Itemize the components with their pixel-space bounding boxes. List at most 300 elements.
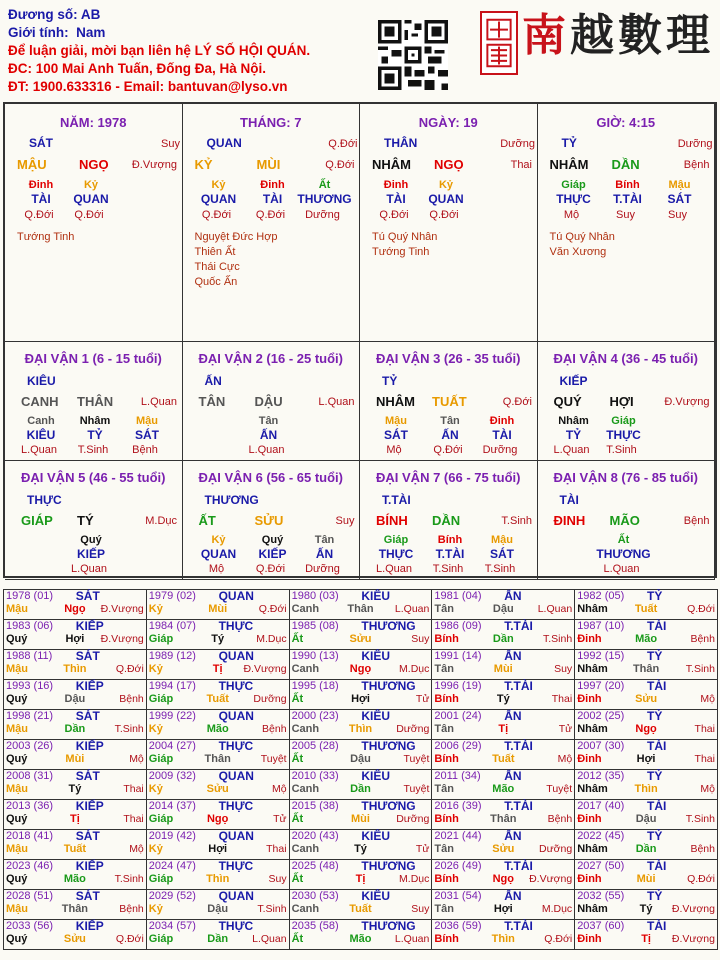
- year-label: 1978 (01): [6, 590, 54, 602]
- year-star: QUAN: [218, 889, 254, 903]
- pillar-branch-state: Q.Đới: [325, 159, 355, 171]
- luck-branch: MÃO: [609, 513, 640, 528]
- hidden-state: Q.Đới: [429, 209, 459, 221]
- year-stem: Nhâm: [577, 603, 608, 615]
- year-stem: Mậu: [6, 783, 28, 795]
- year-stem: Giáp: [148, 753, 174, 765]
- year-star: TỶ: [646, 829, 663, 843]
- year-star: TÀI: [646, 619, 667, 633]
- year-cell: [432, 890, 575, 920]
- year-star: ẤN: [504, 889, 522, 903]
- year-branch: Tý: [211, 633, 225, 645]
- year-stem: Canh: [291, 603, 320, 615]
- year-star: QUAN: [218, 829, 254, 843]
- year-stem: Bính: [434, 693, 459, 705]
- luck-hidden-state: T.Sinh: [484, 563, 516, 575]
- year-state: Q.Đới: [687, 603, 715, 615]
- phone-email-line: ĐT: 1900.633316 - Email: bantuvan@lyso.vn: [8, 79, 288, 94]
- luck-hidden-stem: Ất: [617, 534, 630, 546]
- luck-stem: NHÂM: [376, 394, 415, 409]
- year-star: THƯƠNG: [361, 799, 416, 813]
- year-stem: Kỷ: [148, 783, 163, 795]
- shen-sat: Văn Xương: [549, 246, 607, 258]
- year-branch: Thân: [61, 903, 89, 915]
- year-state: Q.Đới: [687, 873, 715, 885]
- luck-hidden-state: L.Quan: [375, 563, 413, 575]
- pillar-title: NGÀY: 19: [418, 115, 478, 130]
- year-stem: Bính: [434, 813, 459, 825]
- year-state: T.Sinh: [114, 723, 144, 735]
- year-cell: [4, 860, 147, 890]
- year-star: KIÊU: [361, 769, 391, 783]
- luck-hidden-star: KIẾP: [258, 547, 287, 561]
- luck-branch-state: L.Quan: [140, 396, 177, 408]
- year-row: [4, 620, 718, 650]
- pillar-branch: NGỌ: [434, 157, 464, 172]
- luck-hidden-stem: Mậu: [385, 415, 407, 427]
- hidden-state: Suy: [616, 209, 635, 221]
- hidden-star: QUAN: [73, 192, 109, 206]
- year-branch: Dậu: [492, 603, 514, 615]
- year-label: 2003 (26): [6, 740, 54, 752]
- pillar-cell: [360, 104, 538, 342]
- year-state: Q.Đới: [544, 933, 573, 945]
- year-cell: [432, 800, 575, 830]
- luck-hidden-state: Dưỡng: [305, 563, 340, 575]
- luck-hidden-stem: Kỷ: [211, 534, 226, 546]
- year-branch: Thân: [490, 813, 517, 825]
- year-label: 2025 (48): [291, 860, 339, 872]
- year-star: KIÊU: [361, 709, 391, 723]
- year-branch: Ngọ: [349, 663, 372, 675]
- pillar-star-state: Suy: [161, 138, 180, 150]
- year-cell: [432, 770, 575, 800]
- luck-hidden-star: SÁT: [384, 428, 408, 442]
- year-cell: [146, 860, 289, 890]
- pillar-cell: [5, 104, 183, 342]
- year-label: 1984 (07): [148, 620, 196, 632]
- year-star: T.TÀI: [504, 919, 533, 933]
- year-star: T.TÀI: [504, 859, 533, 873]
- year-state: Q.Đới: [115, 663, 144, 675]
- year-branch: Thìn: [63, 663, 87, 675]
- year-cell: [289, 650, 432, 680]
- year-stem: Đinh: [577, 813, 602, 825]
- year-branch: Tị: [70, 813, 80, 825]
- year-branch: Ngọ: [206, 813, 229, 825]
- year-cell: [146, 590, 289, 620]
- year-label: 1993 (16): [6, 680, 54, 692]
- pillar-branch-state: Thai: [510, 159, 532, 171]
- year-star: KIẾP: [75, 619, 104, 633]
- year-stem: Mậu: [6, 663, 28, 675]
- year-stem: Nhâm: [577, 903, 608, 915]
- year-state: Mộ: [129, 843, 144, 855]
- hidden-state: Suy: [668, 209, 687, 221]
- year-state: Bệnh: [119, 693, 144, 705]
- year-state: Đ.Vượng: [671, 933, 715, 945]
- year-label: 1999 (22): [148, 710, 196, 722]
- luck-hidden-state: L.Quan: [553, 444, 590, 456]
- year-branch: Tuất: [63, 843, 87, 855]
- year-state: M.Dục: [399, 663, 430, 675]
- yearly-luck-table: [3, 589, 718, 950]
- year-cell: [575, 830, 718, 860]
- luck-branch: THÂN: [77, 394, 114, 409]
- hidden-state: Mộ: [563, 209, 580, 221]
- year-star: THỰC: [218, 739, 254, 753]
- shen-sat: Thái Cực: [194, 261, 240, 273]
- year-cell: [146, 710, 289, 740]
- year-star: TỶ: [646, 709, 663, 723]
- year-stem: Kỷ: [148, 723, 163, 735]
- gender-value: Nam: [76, 25, 106, 40]
- year-star: KIẾP: [75, 919, 104, 933]
- luck-hidden-stem: Giáp: [383, 534, 409, 546]
- year-stem: Đinh: [577, 633, 602, 645]
- year-row: [4, 740, 718, 770]
- year-state: M.Dục: [399, 873, 430, 885]
- hidden-stem: Bính: [615, 179, 640, 191]
- year-branch: Thìn: [206, 873, 230, 885]
- year-state: Suy: [411, 903, 430, 915]
- pillar-star: THÂN: [384, 136, 418, 150]
- luck-star: THỰC: [27, 493, 62, 507]
- hidden-star: THƯƠNG: [297, 192, 352, 206]
- year-row: [4, 770, 718, 800]
- year-stem: Mậu: [6, 903, 28, 915]
- year-branch: Hợi: [493, 903, 513, 915]
- luck-pillar-title: ĐẠI VẬN 5 (46 - 55 tuổi): [21, 470, 166, 485]
- luck-star: KIẾP: [559, 374, 588, 388]
- luck-branch-state: Q.Đới: [502, 396, 532, 408]
- pillar-stem: KỶ: [194, 157, 213, 172]
- luck-stem: ĐINH: [553, 513, 586, 528]
- luck-pillar-cell: [183, 342, 361, 461]
- year-label: 2013 (36): [6, 800, 54, 812]
- year-label: 2012 (35): [577, 770, 625, 782]
- luck-star: ẤN: [204, 374, 222, 388]
- luck-branch-state: Đ.Vượng: [664, 396, 710, 408]
- year-state: Q.Đới: [115, 933, 144, 945]
- year-state: Bệnh: [690, 843, 715, 855]
- year-star: SÁT: [75, 769, 100, 783]
- luck-pillar-title: ĐẠI VẬN 3 (26 - 35 tuổi): [376, 351, 521, 366]
- year-label: 2006 (29): [434, 740, 482, 752]
- year-stem: Canh: [291, 723, 320, 735]
- luck-hidden-stem: Tân: [258, 415, 279, 427]
- year-branch: Hợi: [636, 753, 656, 765]
- year-state: Tử: [415, 693, 430, 705]
- year-row: [4, 680, 718, 710]
- year-label: 1980 (03): [291, 590, 339, 602]
- year-star: THƯƠNG: [361, 619, 416, 633]
- year-branch: Sửu: [63, 933, 86, 945]
- year-cell: [289, 920, 432, 950]
- year-stem: Đinh: [577, 933, 602, 945]
- luck-branch-state: Bệnh: [683, 515, 710, 527]
- gender-label: Giới tính:: [8, 25, 69, 40]
- year-star: TỶ: [646, 589, 663, 603]
- seal-stamp-icon: [480, 11, 518, 75]
- luck-pillar-title: ĐẠI VẬN 1 (6 - 15 tuổi): [24, 351, 162, 366]
- year-star: THƯƠNG: [361, 679, 416, 693]
- year-label: 2029 (52): [148, 890, 196, 902]
- year-branch: Tuất: [634, 603, 658, 615]
- year-cell: [432, 650, 575, 680]
- year-label: 2022 (45): [577, 830, 625, 842]
- year-star: THỰC: [218, 619, 254, 633]
- luck-hidden-star: KIÊU: [26, 428, 56, 442]
- luck-hidden-star: THỰC: [378, 547, 414, 561]
- year-branch: Dậu: [635, 813, 657, 825]
- year-state: Dưỡng: [396, 813, 430, 825]
- year-row: [4, 800, 718, 830]
- hidden-stem: Kỷ: [438, 179, 454, 191]
- year-branch: Mùi: [351, 813, 370, 825]
- luck-branch: SỬU: [254, 513, 284, 528]
- year-stem: Đinh: [577, 873, 602, 885]
- year-star: TÀI: [646, 919, 667, 933]
- year-branch: Dần: [350, 783, 371, 795]
- year-branch: Thân: [347, 603, 374, 615]
- year-branch: Tị: [498, 723, 509, 735]
- hidden-stem: Kỷ: [211, 179, 226, 191]
- year-label: 2004 (27): [148, 740, 196, 752]
- year-star: T.TÀI: [504, 619, 533, 633]
- year-cell: [146, 830, 289, 860]
- year-branch: Mùi: [208, 603, 228, 615]
- pillar-stem: NHÂM: [549, 157, 589, 172]
- year-label: 2002 (25): [577, 710, 625, 722]
- year-label: 2036 (59): [434, 920, 482, 932]
- year-label: 2034 (57): [148, 920, 196, 932]
- year-star: TỶ: [646, 889, 663, 903]
- luck-branch: TÝ: [77, 513, 94, 528]
- year-state: Đ.Vượng: [529, 873, 573, 885]
- year-state: Suy: [554, 663, 573, 675]
- year-star: THỰC: [218, 859, 254, 873]
- year-cell: [4, 920, 147, 950]
- pillar-star: SÁT: [29, 136, 53, 150]
- year-state: Thai: [123, 813, 144, 825]
- year-branch: Hợi: [351, 693, 370, 705]
- luck-branch-state: M.Dục: [145, 515, 177, 527]
- year-label: 1995 (18): [291, 680, 339, 692]
- year-cell: [289, 890, 432, 920]
- year-star: THỰC: [218, 799, 254, 813]
- year-label: 2021 (44): [434, 830, 482, 842]
- luck-hidden-state: Mộ: [386, 444, 402, 456]
- year-state: Đ.Vượng: [243, 663, 287, 675]
- luck-hidden-stem: Nhâm: [79, 415, 111, 427]
- year-state: T.Sinh: [685, 663, 715, 675]
- year-star: TỶ: [646, 769, 663, 783]
- year-branch: Ngọ: [64, 603, 86, 615]
- year-state: Thai: [123, 783, 144, 795]
- year-star: ẤN: [504, 709, 522, 723]
- pillar-title: NĂM: 1978: [60, 115, 127, 130]
- year-star: THỰC: [218, 679, 254, 693]
- year-state: Suy: [411, 633, 430, 645]
- pillar-star-state: Dưỡng: [500, 138, 535, 150]
- year-branch: Tý: [496, 693, 510, 705]
- year-star: QUAN: [218, 709, 254, 723]
- year-cell: [289, 620, 432, 650]
- year-branch: Dần: [492, 633, 514, 645]
- year-state: Đ.Vượng: [100, 603, 144, 615]
- luck-hidden-stem: Tân: [314, 534, 335, 546]
- year-branch: Mão: [635, 633, 658, 645]
- year-branch: Dần: [64, 723, 86, 735]
- luck-hidden-star: ẤN: [441, 428, 459, 442]
- year-label: 2020 (43): [291, 830, 339, 842]
- luck-hidden-star: THỰC: [606, 428, 641, 442]
- hidden-state: Q.Đới: [379, 209, 409, 221]
- year-cell: [575, 650, 718, 680]
- year-stem: Tân: [434, 663, 454, 675]
- year-stem: Nhâm: [577, 723, 608, 735]
- year-stem: Giáp: [148, 873, 174, 885]
- luck-branch-state: L.Quan: [318, 396, 355, 408]
- luck-hidden-stem: Mậu: [491, 534, 513, 546]
- year-star: SÁT: [75, 709, 100, 723]
- year-label: 2024 (47): [148, 860, 196, 872]
- year-branch: Thìn: [491, 933, 515, 945]
- luck-pillar-cell: [360, 461, 538, 580]
- year-cell: [575, 740, 718, 770]
- year-cell: [432, 620, 575, 650]
- address-line: ĐC: 100 Mai Anh Tuấn, Đống Đa, Hà Nội.: [8, 61, 267, 76]
- luck-hidden-stem: Canh: [27, 415, 55, 427]
- year-stem: Quý: [6, 693, 28, 705]
- hidden-star: TÀI: [386, 192, 406, 206]
- year-star: KIẾP: [75, 799, 104, 813]
- luck-hidden-stem: Nhâm: [558, 415, 589, 427]
- luck-hidden-star: QUAN: [200, 547, 237, 561]
- year-label: 2001 (24): [434, 710, 482, 722]
- year-star: KIẾP: [75, 679, 104, 693]
- year-label: 2009 (32): [148, 770, 196, 782]
- year-cell: [289, 770, 432, 800]
- shen-sat: Quốc Ấn: [194, 276, 238, 288]
- luck-hidden-state: Q.Đới: [433, 444, 463, 456]
- year-row: [4, 830, 718, 860]
- year-stem: Nhâm: [577, 843, 608, 855]
- year-cell: [575, 890, 718, 920]
- shen-sat: Thiên Ất: [194, 246, 236, 258]
- year-stem: Canh: [291, 783, 320, 795]
- hidden-state: Q.Đới: [255, 209, 286, 221]
- year-stem: Ất: [291, 873, 304, 885]
- year-cell: [575, 770, 718, 800]
- year-stem: Giáp: [148, 693, 174, 705]
- year-star: TỶ: [646, 649, 663, 663]
- year-state: Tuyệt: [546, 783, 573, 795]
- shen-sat: Tú Quý Nhân: [549, 231, 615, 243]
- year-star: TÀI: [646, 859, 667, 873]
- year-state: T.Sinh: [257, 903, 287, 915]
- year-branch: Hợi: [65, 633, 85, 645]
- year-stem: Quý: [6, 813, 28, 825]
- year-state: Dưỡng: [253, 693, 287, 705]
- year-star: TÀI: [646, 799, 667, 813]
- hidden-stem: Ất: [318, 179, 331, 191]
- year-state: M.Dục: [541, 903, 573, 915]
- year-label: 2007 (30): [577, 740, 625, 752]
- year-state: T.Sinh: [685, 813, 715, 825]
- year-star: QUAN: [218, 589, 254, 603]
- year-star: TÀI: [646, 739, 667, 753]
- brand-logo: 南越數理: [522, 10, 714, 61]
- year-stem: Ất: [291, 633, 304, 645]
- luck-hidden-state: Dưỡng: [482, 444, 518, 456]
- luck-hidden-stem: Bính: [437, 534, 463, 546]
- year-stem: Nhâm: [577, 783, 608, 795]
- year-cell: [432, 590, 575, 620]
- year-label: 1990 (13): [291, 650, 339, 662]
- year-branch: Dậu: [207, 903, 229, 915]
- luck-branch: DẦN: [432, 513, 461, 528]
- year-star: THƯƠNG: [361, 919, 416, 933]
- year-stem: Nhâm: [577, 663, 608, 675]
- year-star: QUAN: [218, 769, 254, 783]
- year-branch: Sửu: [492, 843, 515, 855]
- year-state: Mộ: [129, 753, 144, 765]
- year-label: 1997 (20): [577, 680, 625, 692]
- year-branch: Hợi: [208, 843, 228, 855]
- year-state: Bệnh: [119, 903, 144, 915]
- year-stem: Canh: [291, 903, 320, 915]
- year-state: Tử: [558, 723, 573, 735]
- year-state: Bệnh: [547, 813, 573, 825]
- year-branch: Tị: [641, 933, 651, 945]
- year-label: 1986 (09): [434, 620, 482, 632]
- year-state: L.Quan: [252, 933, 287, 945]
- year-state: Bệnh: [262, 723, 287, 735]
- year-label: 2023 (46): [6, 860, 54, 872]
- year-row: [4, 890, 718, 920]
- year-cell: [4, 830, 147, 860]
- year-label: 2017 (40): [577, 800, 625, 812]
- luck-stem: ẤT: [198, 513, 216, 528]
- year-cell: [4, 740, 147, 770]
- pillar-title: GIỜ: 4:15: [596, 115, 656, 130]
- pillar-cell: [538, 104, 716, 342]
- year-cell: [146, 740, 289, 770]
- pillar-branch: DẦN: [611, 157, 640, 172]
- luck-branch: DẬU: [254, 394, 283, 409]
- year-star: THƯƠNG: [361, 859, 416, 873]
- year-label: 1979 (02): [148, 590, 196, 602]
- year-label: 2037 (60): [577, 920, 625, 932]
- year-label: 2008 (31): [6, 770, 54, 782]
- year-star: KIÊU: [361, 829, 391, 843]
- year-star: ẤN: [504, 589, 522, 603]
- year-stem: Giáp: [148, 933, 174, 945]
- year-row: [4, 650, 718, 680]
- luck-stem: BÍNH: [376, 513, 408, 528]
- year-branch: Thân: [632, 663, 660, 675]
- luck-hidden-star: ẤN: [315, 547, 334, 561]
- pillar-title: THÁNG: 7: [240, 115, 302, 130]
- year-branch: Ngọ: [635, 723, 657, 735]
- luck-stem: CANH: [21, 394, 59, 409]
- luck-pillar-cell: [360, 342, 538, 461]
- year-branch: Tuất: [492, 753, 515, 765]
- luck-pillar-cell: [538, 461, 716, 580]
- year-star: THỰC: [218, 919, 254, 933]
